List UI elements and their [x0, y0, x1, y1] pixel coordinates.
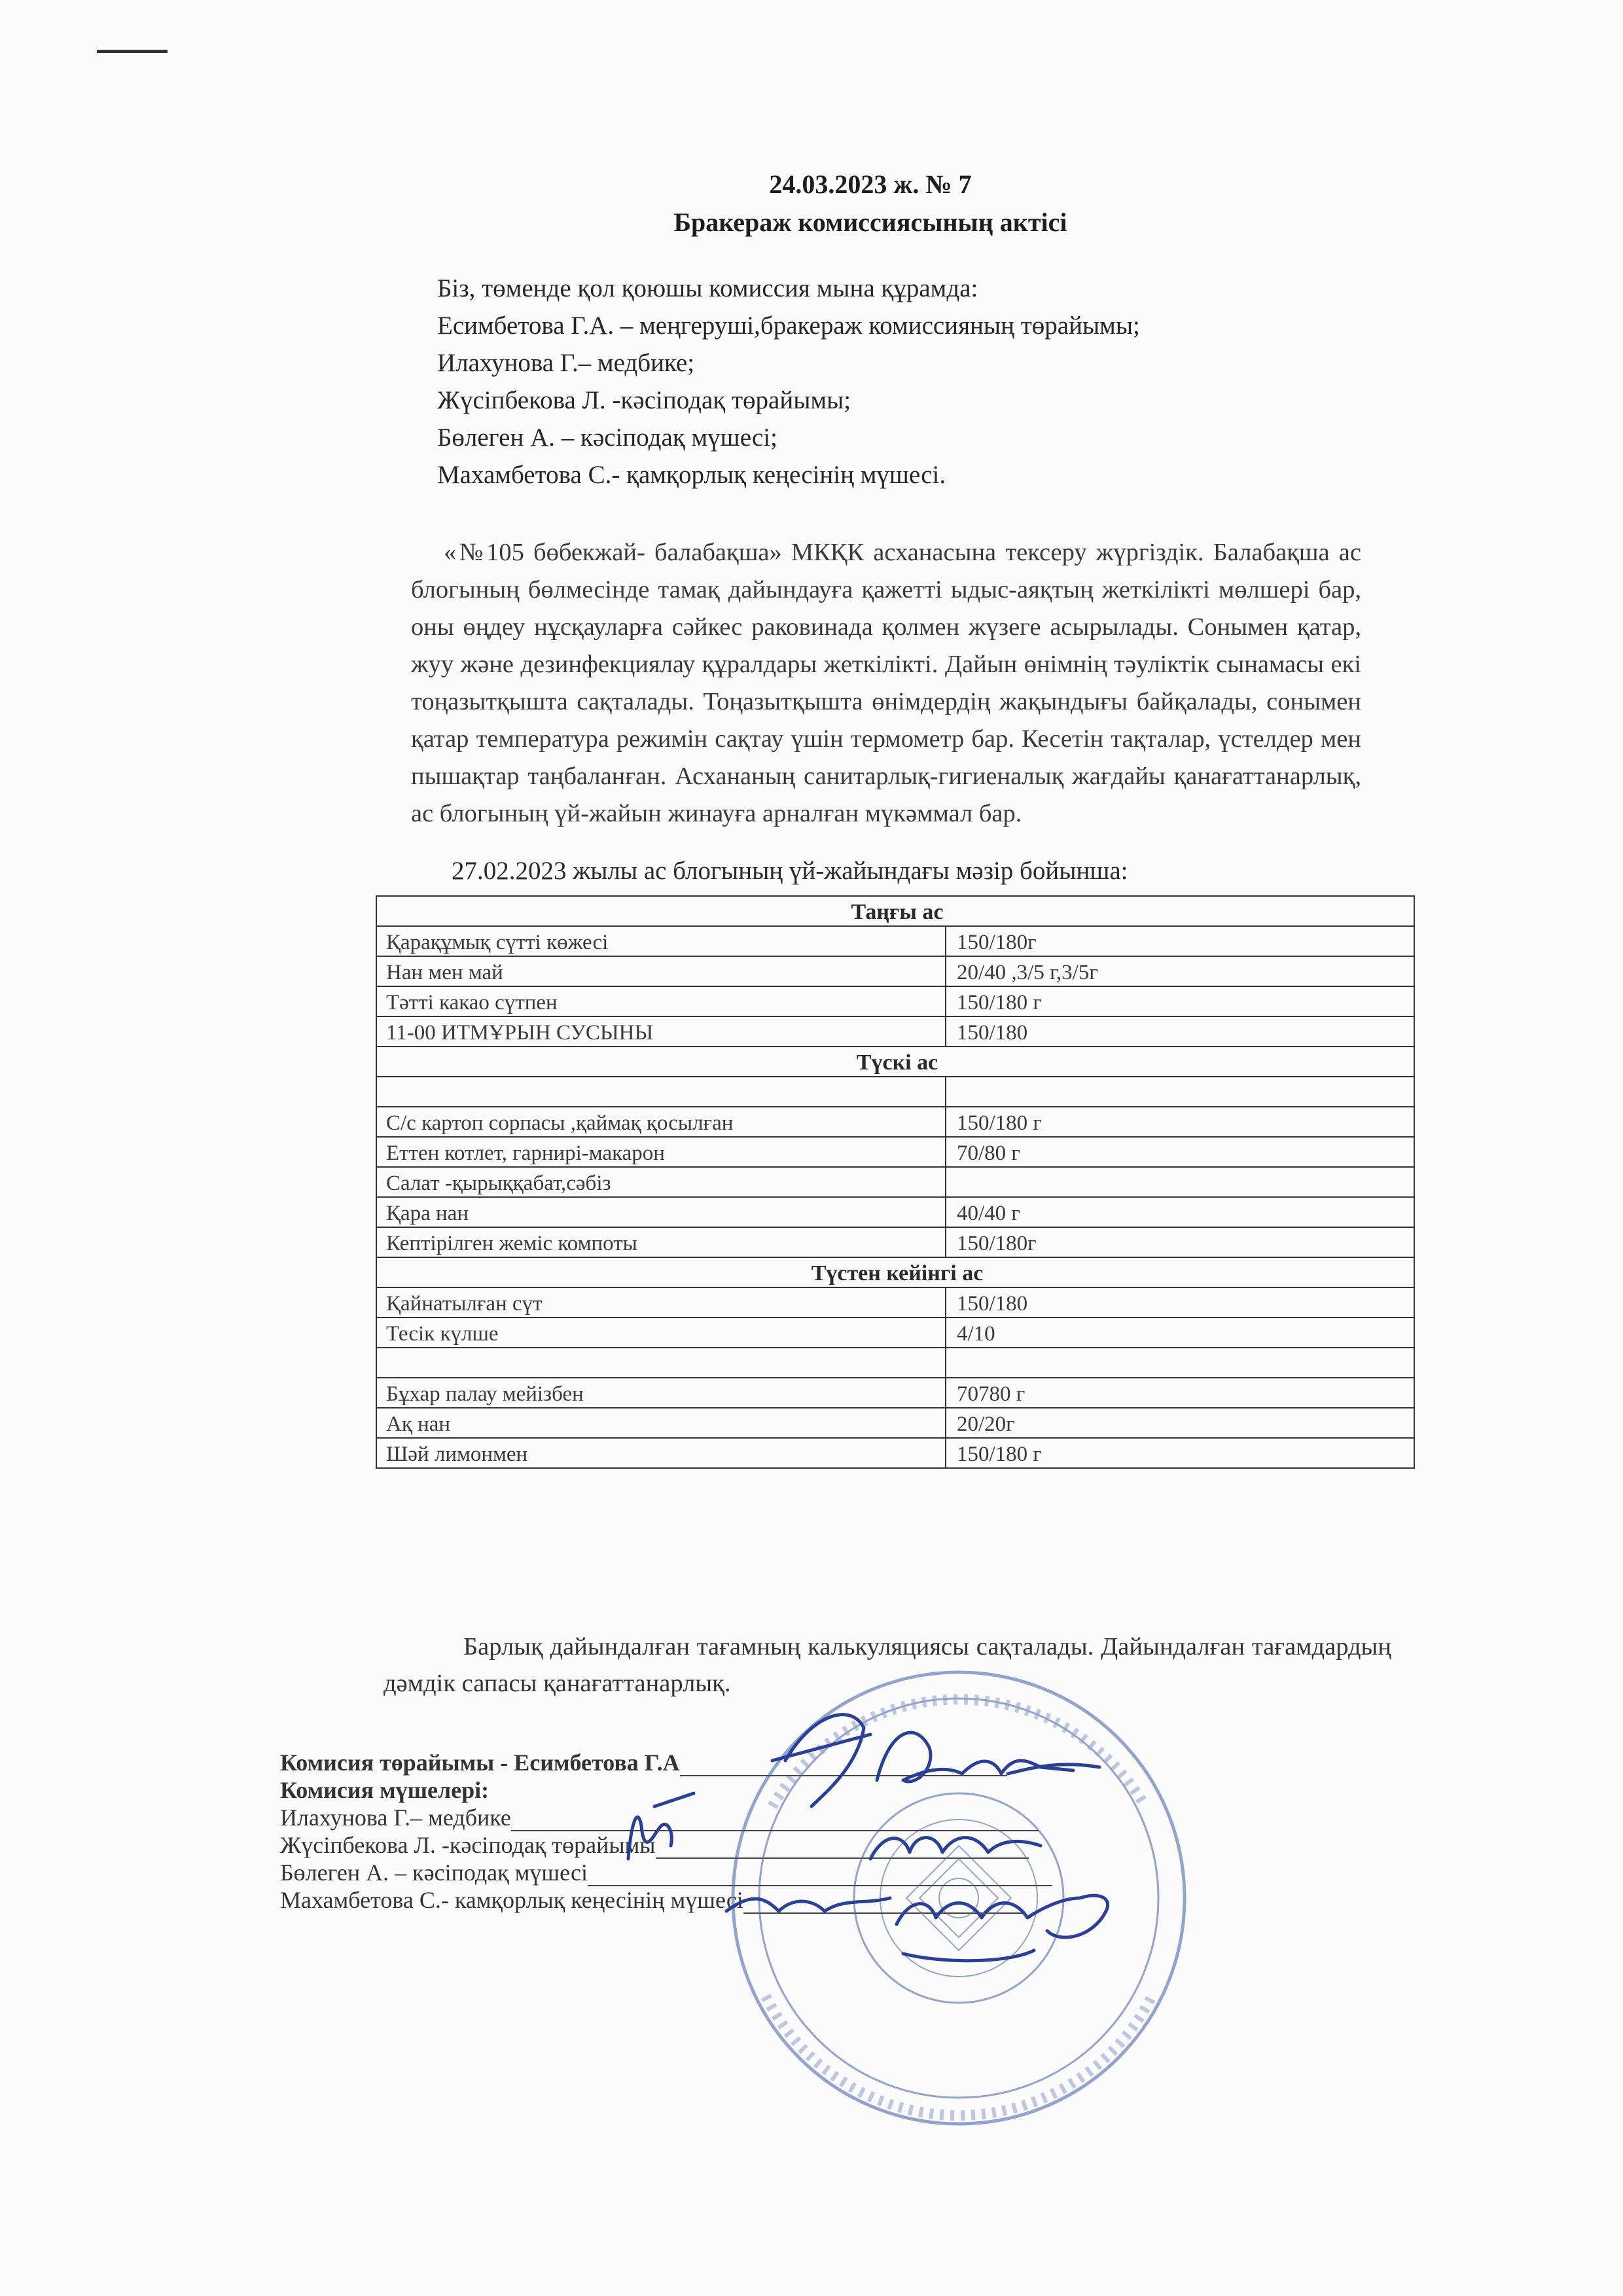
dish-portion: 40/40 г [946, 1197, 1414, 1227]
closing-paragraph: Барлық дайындалған тағамның калькуляциясы сақталады. Дайындалған тағамдардың дәмдік сапасы қанағаттанарлық. [383, 1633, 1391, 1697]
commission-member: Илахунова Г.– медбике; [437, 349, 695, 377]
dish-name: Нан мен май [376, 956, 946, 986]
dish-portion: 70/80 г [946, 1137, 1414, 1167]
signer-name: Махамбетова С.- камқорлық кеңесінің мүшесі [280, 1887, 743, 1913]
dish-name: Еттен котлет, гарнирі-макарон [376, 1137, 946, 1167]
dish-portion: 20/40 ,3/5 г,3/5г [946, 956, 1414, 986]
members-heading: Комисия мүшелері: [280, 1777, 490, 1803]
dish-name: Қайнатылған сүт [376, 1287, 946, 1318]
dish-portion: 150/180 [946, 1287, 1414, 1318]
dish-portion: 150/180г [946, 926, 1414, 956]
dish-portion: 150/180 г [946, 1107, 1414, 1137]
dish-portion: 150/180г [946, 1227, 1414, 1257]
dish-name: Бұхар палау мейізбен [376, 1378, 946, 1408]
dish-name: 11-00 ИТМҰРЫН СУСЫНЫ [376, 1016, 946, 1047]
signer-chair: Комисия төрайымы - Есимбетова Г.А [280, 1749, 680, 1776]
dish-name: Тесік күлше [376, 1318, 946, 1348]
dish-name: Ақ нан [376, 1408, 946, 1438]
document-title: Бракераж комиссиясының актісі [673, 207, 1067, 237]
document-date-number: 24.03.2023 ж. № 7 [769, 170, 972, 199]
dish-portion: 20/20г [946, 1408, 1414, 1438]
commission-member: Махамбетова С.- қамқорлық кеңесінің мүшесі. [437, 461, 946, 489]
dish-name: С/с картоп сорпасы ,қаймақ қосылған [376, 1107, 946, 1137]
dish-name: Қара нан [376, 1197, 946, 1227]
dish-portion: 150/180 [946, 1016, 1414, 1047]
signer-name: Бөлеген А. – кәсіподақ мүшесі [280, 1859, 588, 1886]
dish-portion: 70780 г [946, 1378, 1414, 1408]
dish-name: Қарақұмық сүтті көжесі [376, 926, 946, 956]
dish-name: Кептірілген жеміс компоты [376, 1227, 946, 1257]
section-title-snack: Түстен кейінгі ас [376, 1257, 1414, 1287]
dish-portion: 4/10 [946, 1318, 1414, 1348]
signer-name: Жүсіпбекова Л. -кәсіподақ төрайымы [280, 1832, 656, 1858]
commission-member: Жүсіпбекова Л. -кәсіподақ төрайымы; [437, 386, 851, 414]
dish-name: Тәтті какао сүтпен [376, 986, 946, 1016]
handwritten-signatures [628, 1715, 1108, 1961]
inspection-paragraph: «№105 бөбекжай- балабақша» МКҚК асханасына тексеру жүргіздік. Балабақша ас блогының бөлмесінде тамақ дайындауға қажетті ыдыс-аяқтың жеткілікті мөлшері бар, оны өңдеу нұсқауларға сәйкес раковинада қолмен жүзеге асырылады. Сонымен қатар, жуу және дезинфекциялау құралдары жеткілікті. Дайын өнімнің тәуліктік сынамасы екі тоңазытқышта сақталады. Тоңазытқышта өнімдердің жақындығы байқалады, сонымен қатар температура режимін сақтау үшін термометр бар. Кесетін тақталар, үстелдер мен пышақтар таңбаланған. Асхананың санитарлық-гигиеналық жағдайы қанағаттанарлық, ас блогының үй-жайын жинауға арналған мүкәммал бар. [411, 539, 1361, 827]
dish-portion: 150/180 г [946, 1438, 1414, 1468]
commission-member: Бөлеген А. – кәсіподақ мүшесі; [437, 423, 777, 452]
commission-intro: Біз, төменде қол қоюшы комиссия мына құрамда: [437, 274, 978, 302]
dish-name: Шәй лимонмен [376, 1438, 946, 1468]
commission-member: Есимбетова Г.А. – меңгеруші,бракераж комиссияның төрайымы; [437, 312, 1140, 340]
signer-name: Илахунова Г.– медбике [280, 1804, 511, 1831]
section-title-lunch: Түскі ас [376, 1047, 1414, 1077]
dish-portion: 150/180 г [946, 986, 1414, 1016]
section-title-breakfast: Таңғы ас [376, 896, 1414, 926]
dish-name: Салат -қырыққабат,сәбіз [376, 1167, 946, 1197]
menu-intro: 27.02.2023 жылы ас блогының үй-жайындағы мәзір бойынша: [452, 857, 1128, 885]
